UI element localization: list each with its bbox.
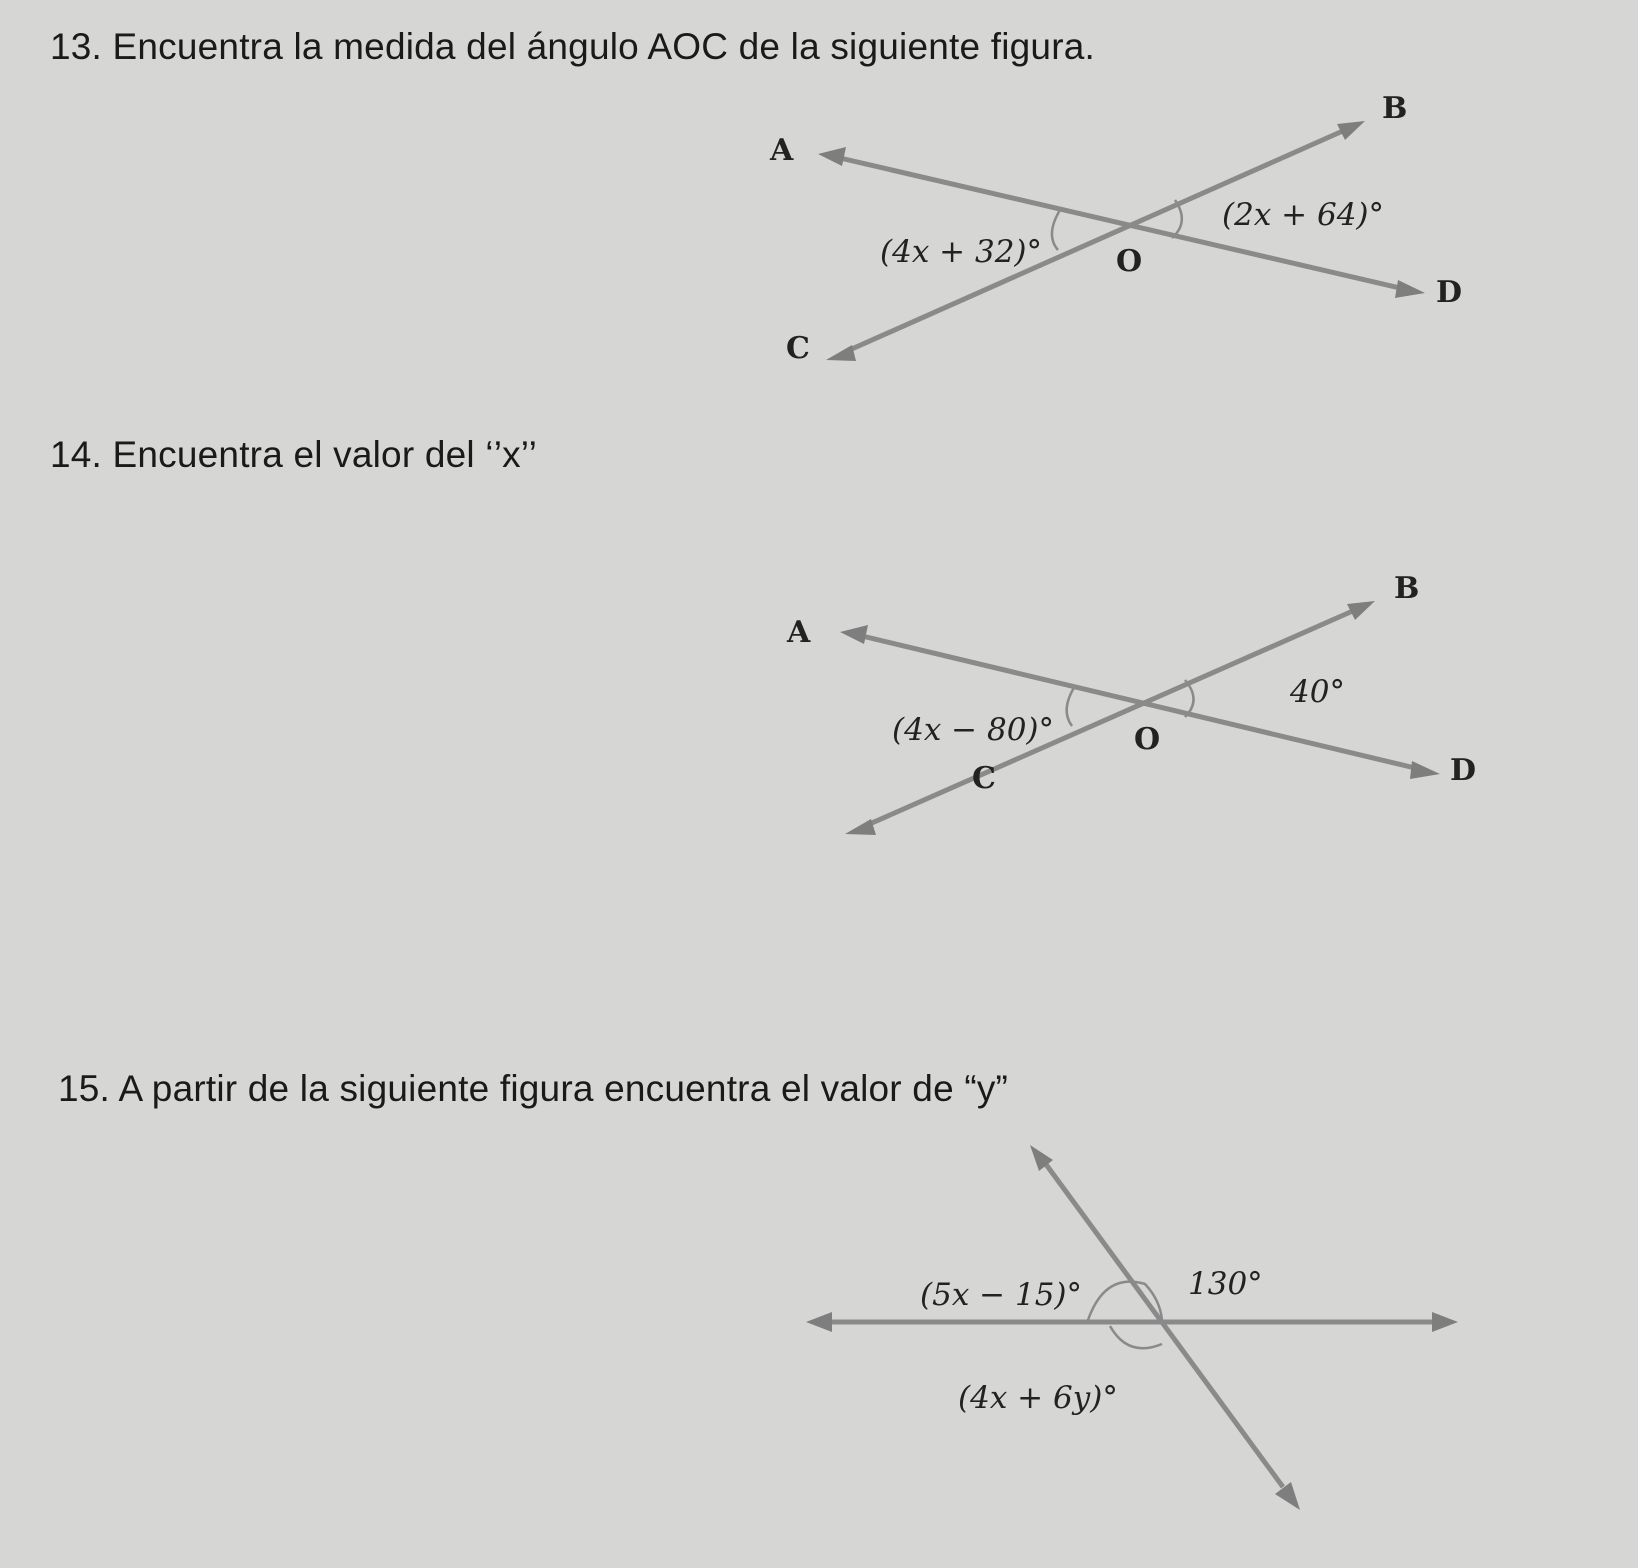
angle-arc-aoc	[1067, 686, 1075, 726]
arrowhead-bottom	[1275, 1482, 1300, 1510]
point-label-b: B	[1382, 91, 1408, 126]
arrowhead-d	[1410, 761, 1440, 779]
figure-15	[806, 1145, 1458, 1510]
problem-14-text: 14. Encuentra el valor del ‘’x’’	[50, 434, 537, 475]
point-label-c: C	[972, 761, 996, 796]
angle-label-bottom: (4x + 6y)°	[958, 1380, 1118, 1416]
point-label-o: O	[1116, 244, 1143, 279]
arrowhead-d	[1395, 280, 1425, 298]
angle-arc-aoc	[1052, 210, 1060, 250]
point-label-o: O	[1134, 722, 1161, 757]
transversal-line	[1045, 1163, 1283, 1487]
problem-13-text: 13. Encuentra la medida del ángulo AOC de la siguiente figura.	[50, 26, 1095, 67]
figure-14	[786, 571, 1476, 835]
angle-label-top-right: 130°	[1188, 1266, 1263, 1302]
arrowhead-c	[826, 345, 856, 361]
arrowhead-a	[840, 625, 868, 644]
arrowhead-a	[818, 147, 846, 166]
figure-13	[769, 91, 1462, 366]
point-label-a: A	[787, 615, 811, 650]
problem-15-text: 15. A partir de la siguiente figura encuentra el valor de “y”	[58, 1068, 1009, 1109]
point-label-b: B	[1394, 571, 1420, 606]
angle-arc-bottom	[1110, 1326, 1162, 1348]
arrowhead-c	[845, 819, 876, 835]
point-label-d: D	[1436, 275, 1463, 310]
point-label-a: A	[770, 133, 794, 168]
angle-label-bod: 40°	[1290, 674, 1345, 710]
angle-arc-top	[1088, 1282, 1162, 1320]
angle-label-aoc: (4x + 32)°	[880, 234, 1043, 270]
angle-label-bod: (2x + 64)°	[1222, 197, 1385, 233]
arrowhead-b	[1347, 601, 1375, 620]
angle-label-aoc: (4x − 80)°	[892, 712, 1055, 748]
arrowhead-left	[806, 1312, 832, 1332]
arrowhead-b	[1337, 121, 1365, 140]
angle-label-top-left: (5x − 15)°	[920, 1277, 1083, 1313]
point-label-c: C	[786, 331, 810, 366]
arrowhead-right	[1432, 1312, 1458, 1332]
point-label-d: D	[1450, 753, 1477, 788]
